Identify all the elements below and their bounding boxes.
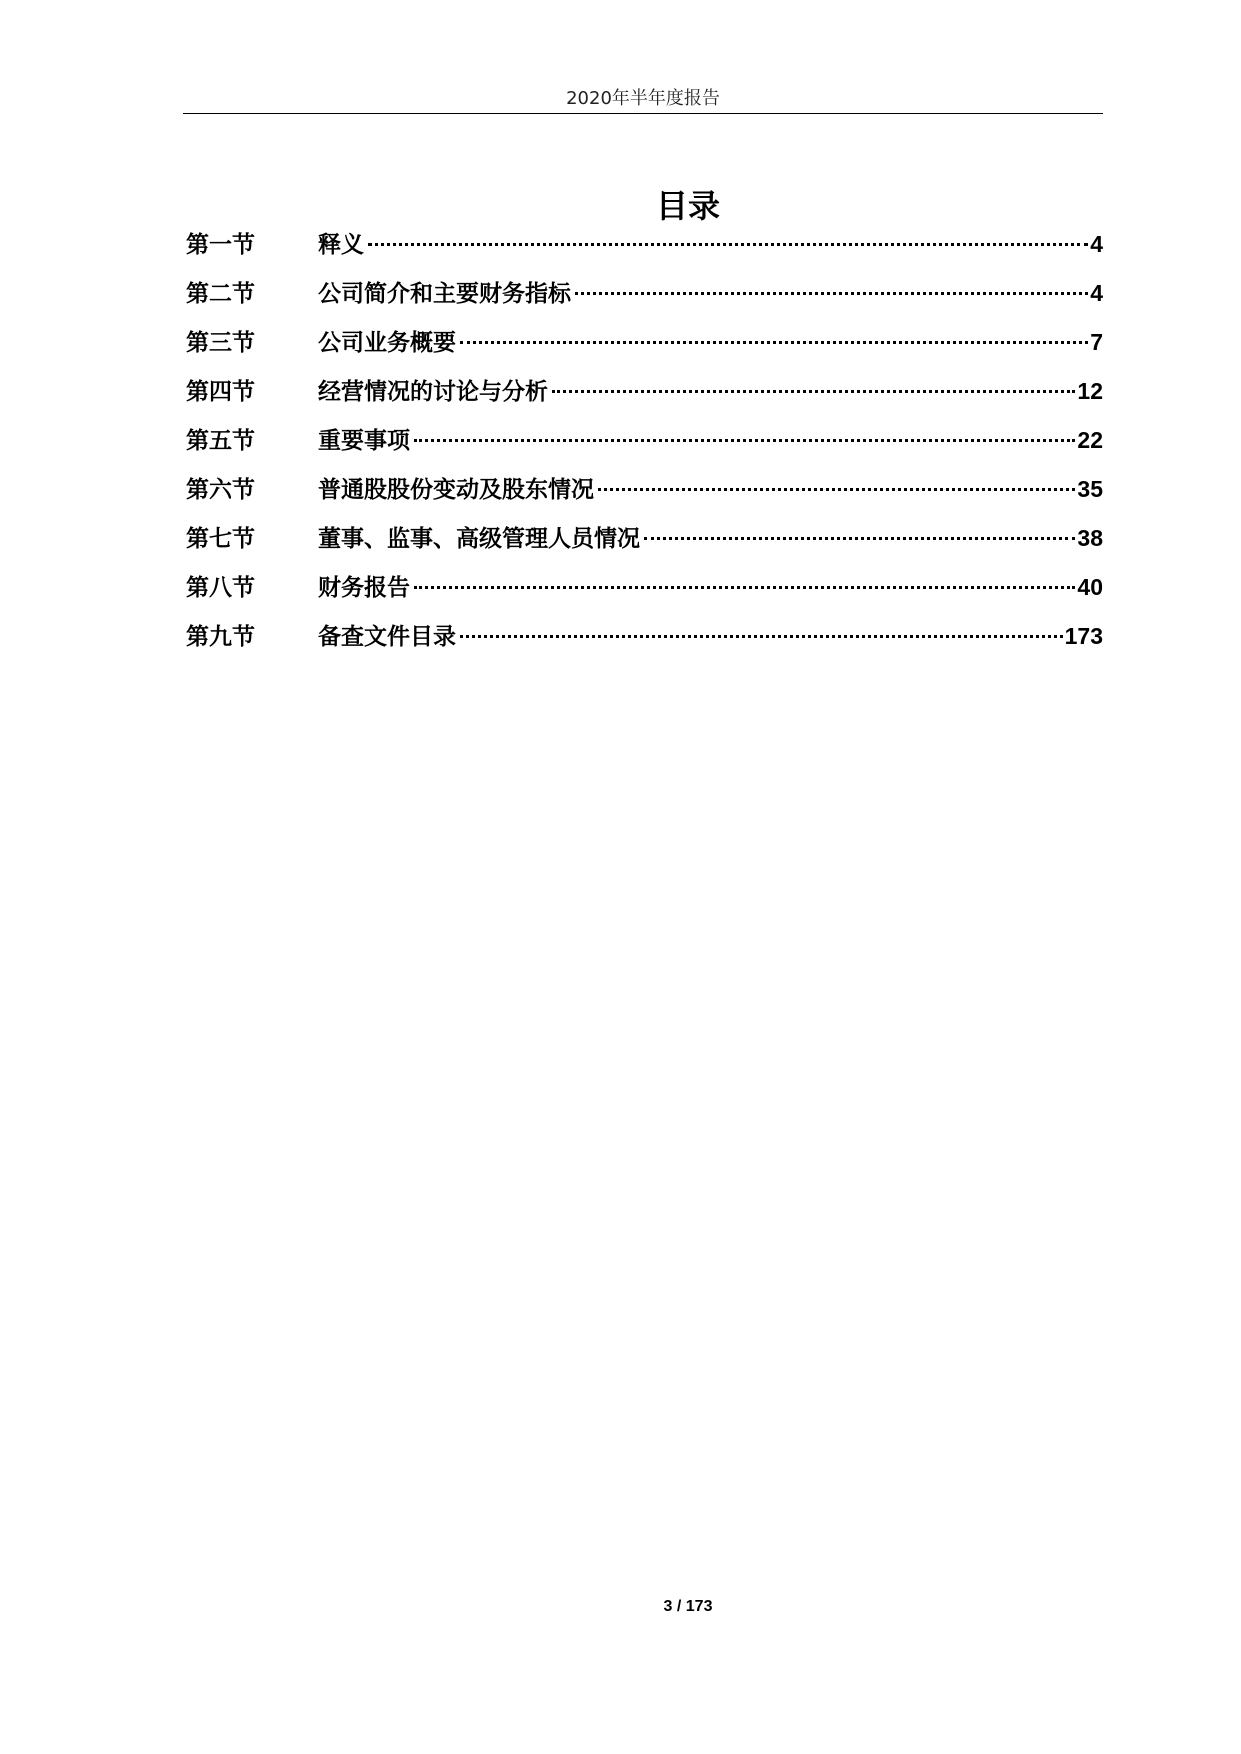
toc-section-number: 第四节 bbox=[186, 379, 255, 405]
toc-page-number: 22 bbox=[1077, 427, 1103, 453]
toc-entry-1[interactable] bbox=[186, 224, 1103, 273]
page-number-indicator: 3 / 173 bbox=[663, 1598, 713, 1615]
toc-entry-3[interactable] bbox=[186, 322, 1103, 371]
toc-dot-leader bbox=[598, 488, 1075, 491]
toc-section-number: 第九节 bbox=[186, 624, 255, 650]
toc-title: 目录 bbox=[655, 187, 720, 225]
toc-section-name: 财务报告 bbox=[318, 575, 410, 601]
toc-section-number: 第三节 bbox=[186, 330, 255, 356]
toc-dot-leader bbox=[644, 537, 1075, 540]
toc-dot-leader bbox=[414, 439, 1075, 442]
toc-section-name: 普通股股份变动及股东情况 bbox=[318, 477, 594, 503]
toc-section-number: 第二节 bbox=[186, 281, 255, 307]
toc-entry-6[interactable] bbox=[186, 469, 1103, 518]
toc-section-name: 董事、监事、高级管理人员情况 bbox=[318, 526, 640, 552]
toc-entry-5[interactable] bbox=[186, 420, 1103, 469]
toc-entry-4[interactable] bbox=[186, 371, 1103, 420]
toc-page-number: 173 bbox=[1064, 623, 1103, 649]
toc-dot-leader bbox=[414, 586, 1075, 589]
toc-section-name: 释义 bbox=[318, 232, 364, 258]
toc-section-number: 第七节 bbox=[186, 526, 255, 552]
toc-list bbox=[186, 224, 1103, 665]
header-divider bbox=[183, 113, 1103, 114]
toc-section-number: 第八节 bbox=[186, 575, 255, 601]
toc-section-name: 公司简介和主要财务指标 bbox=[318, 281, 571, 307]
toc-page-number: 38 bbox=[1077, 525, 1103, 551]
toc-dot-leader bbox=[460, 635, 1063, 638]
toc-section-name: 备查文件目录 bbox=[318, 624, 456, 650]
toc-page-number: 4 bbox=[1090, 231, 1103, 257]
toc-section-number: 第一节 bbox=[186, 232, 255, 258]
toc-section-name: 经营情况的讨论与分析 bbox=[318, 379, 548, 405]
toc-entry-9[interactable] bbox=[186, 616, 1103, 665]
toc-page-number: 35 bbox=[1077, 476, 1103, 502]
toc-page-number: 4 bbox=[1090, 280, 1103, 306]
toc-entry-7[interactable] bbox=[186, 518, 1103, 567]
toc-page-number: 7 bbox=[1090, 329, 1103, 355]
page-header-title: 2020年半年度报告 bbox=[566, 88, 720, 109]
toc-section-name: 重要事项 bbox=[318, 428, 410, 454]
toc-section-name: 公司业务概要 bbox=[318, 330, 456, 356]
toc-section-number: 第六节 bbox=[186, 477, 255, 503]
toc-entry-2[interactable] bbox=[186, 273, 1103, 322]
toc-page-number: 12 bbox=[1077, 378, 1103, 404]
toc-entry-8[interactable] bbox=[186, 567, 1103, 616]
toc-page-number: 40 bbox=[1077, 574, 1103, 600]
toc-dot-leader bbox=[575, 292, 1088, 295]
toc-dot-leader bbox=[460, 341, 1088, 344]
toc-dot-leader bbox=[368, 243, 1088, 246]
toc-dot-leader bbox=[552, 390, 1075, 393]
toc-section-number: 第五节 bbox=[186, 428, 255, 454]
